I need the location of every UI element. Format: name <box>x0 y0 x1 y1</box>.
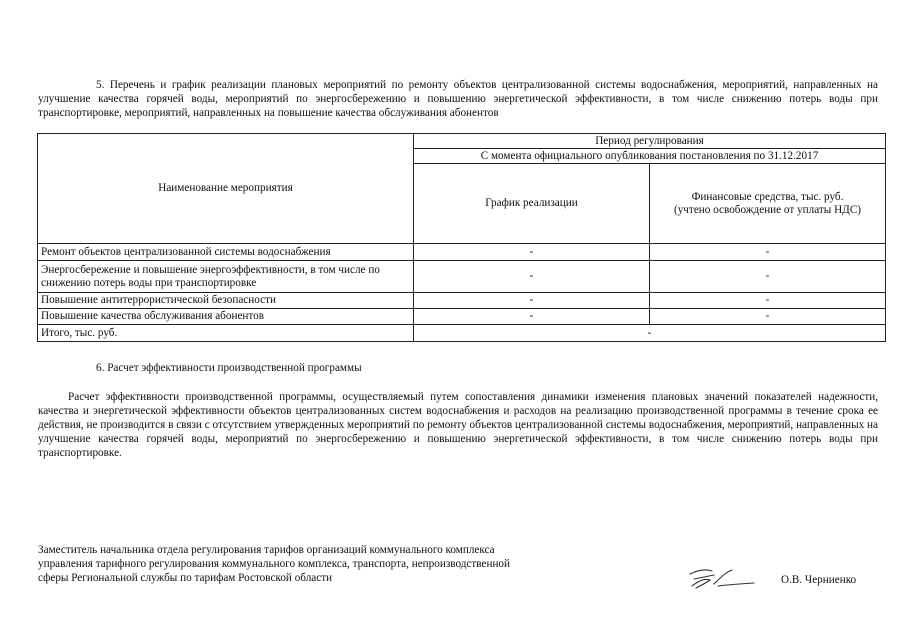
total-row <box>38 325 886 342</box>
header-subperiod: С момента официального опубликования постановления по 31.12.2017 <box>414 149 886 164</box>
table-row <box>38 261 886 293</box>
row-name: Энергосбережение и повышение энергоэффективности, в том числе по снижению потерь воды при транспортировке <box>38 261 414 293</box>
table-row <box>38 293 886 309</box>
row-schedule: - <box>414 293 650 309</box>
section-5-text: 5. Перечень и график реализации плановых мероприятий по ремонту объектов централизованной системы водоснабжения, мероприятий, направленных на улучшение качества горячей воды, мероприятий по энергосбережению и повышению энергетической эффективности, в том числе снижению потерь воды при транспортировке, мероприятий, направленных на повышение качества обслуживания абонентов <box>38 79 878 119</box>
total-label: Итого, тыс. руб. <box>38 325 414 342</box>
row-finance: - <box>650 244 886 261</box>
section-6-heading: 6. Расчет эффективности производственной программы <box>96 362 362 374</box>
row-finance: - <box>650 293 886 309</box>
signature-block <box>38 543 598 585</box>
signer-name: О.В. Черниенко <box>781 574 857 586</box>
row-name: Повышение антитеррористической безопасности <box>38 293 414 309</box>
row-finance: - <box>650 309 886 325</box>
total-value: - <box>414 325 886 342</box>
row-name: Ремонт объектов централизованной системы водоснабжения <box>38 244 414 261</box>
signature-position-line1: Заместитель начальника отдела регулирования тарифов организаций коммунального комплекса <box>38 544 495 556</box>
signature-position-line2: управления тарифного регулирования коммунального комплекса, транспорта, непроизводственной <box>38 558 511 570</box>
header-finance-line1: Финансовые средства, тыс. руб. <box>691 190 844 203</box>
row-schedule: - <box>414 244 650 261</box>
header-finance <box>650 164 886 244</box>
row-name: Повышение качества обслуживания абонентов <box>38 309 414 325</box>
header-schedule: График реализации <box>414 164 650 244</box>
row-schedule: - <box>414 261 650 293</box>
header-name: Наименование мероприятия <box>38 134 414 244</box>
header-finance-line2: (учтено освобождение от уплаты НДС) <box>673 203 862 216</box>
row-finance: - <box>650 261 886 293</box>
row-schedule: - <box>414 309 650 325</box>
header-period: Период регулирования <box>414 134 886 149</box>
section-6-text: Расчет эффективности производственной программы, осуществляемый путем сопоставления динамики изменения плановых значений показателей надежности, качества и энергетической эффективности объектов централизованных систем водоснабжения и расходов на реализацию производственной программы в течение срока ее действия, не производится в связи с отсутствием утвержденных мероприятий по ремонту объектов централизованной системы водоснабжения, мероприятий, направленных на улучшение качества горячей воды, мероприятий по энергосбережению и повышению энергетической эффективности, в том числе снижению потерь воды при транспортировке. <box>38 391 878 459</box>
signature-position-line3: сферы Региональной службы по тарифам Ростовской области <box>38 572 333 584</box>
measures-table <box>37 133 886 342</box>
table-row <box>38 244 886 261</box>
table-row <box>38 309 886 325</box>
handwritten-signature-icon <box>684 562 760 592</box>
